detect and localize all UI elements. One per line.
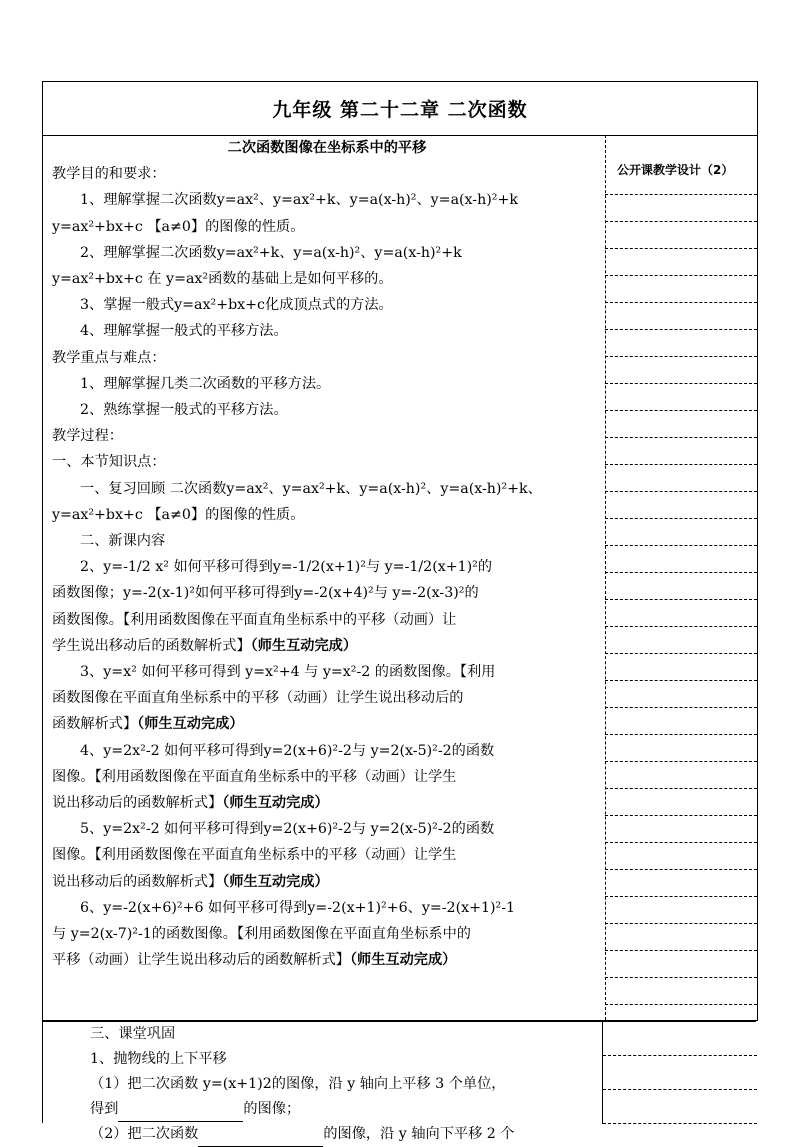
- note-line: [605, 627, 757, 654]
- note-line: [605, 816, 757, 843]
- question-line: 得到 的图像；: [90, 1097, 602, 1122]
- note-line: [605, 789, 757, 816]
- objective-line: 1、理解掌握二次函数y=ax²、y=ax²+k、y=a(x-h)²、y=a(x-h)²+k: [80, 192, 518, 209]
- note-line: [605, 843, 757, 870]
- practice-item: 1、抛物线的上下平移: [90, 1051, 227, 1067]
- content-line: 说出移动后的函数解析式】（师生互动完成）: [52, 795, 329, 812]
- note-line: [605, 762, 757, 789]
- objective-line: 3、掌握一般式y=ax²+bx+c化成顶点式的方法。: [80, 297, 393, 314]
- objective-line: 4、理解掌握一般式的平移方法。: [80, 323, 288, 340]
- keypoint-line: 2、熟练掌握一般式的平移方法。: [80, 402, 288, 419]
- interactive-tag: （师生互动完成）: [222, 795, 329, 812]
- note-line: [603, 1056, 757, 1090]
- content-line: 函数图像；y=-2(x-1)²如何平移可得到y=-2(x+4)²与 y=-2(x-3)²的: [52, 585, 479, 602]
- note-line: [605, 411, 757, 438]
- content-line: 3、y=x² 如何平移可得到 y=x²+4 与 y=x²-2 的函数图像。【利用: [80, 664, 496, 681]
- note-line: [605, 222, 757, 249]
- note-line: [605, 654, 757, 681]
- section-heading: 教学目的和要求：: [52, 166, 166, 183]
- objective-line: y=ax²+bx+c 在 y=ax²函数的基础上是如何平移的。: [52, 271, 393, 288]
- content-line: 与 y=2(x-7)²-1的函数图像。【利用函数图像在平面直角坐标系中的: [52, 926, 471, 943]
- note-line: [605, 681, 757, 708]
- note-line: [605, 357, 757, 384]
- note-line: [605, 276, 757, 303]
- answer-blank[interactable]: [118, 1106, 243, 1122]
- note-line: [605, 708, 757, 735]
- note-line: [605, 492, 757, 519]
- note-line: [605, 870, 757, 897]
- practice-heading: 三、课堂巩固: [90, 1026, 176, 1042]
- page-title: 九年级 第二十二章 二次函数: [43, 82, 757, 136]
- objective-line: y=ax²+bx+c 【a≠0】的图像的性质。: [52, 218, 305, 235]
- question-line: （1）把二次函数 y=(x+1)2的图像，沿 y 轴向上平移 3 个单位，: [90, 1076, 506, 1092]
- note-line: [605, 951, 757, 978]
- note-line: [605, 546, 757, 573]
- content-line: 4、y=2x²-2 如何平移可得到y=2(x+6)²-2与 y=2(x-5)²-2的函数: [80, 742, 495, 759]
- note-line: [605, 195, 757, 222]
- note-line: [605, 384, 757, 411]
- review-line: y=ax²+bx+c 【a≠0】的图像的性质。: [52, 506, 305, 523]
- note-line: [605, 465, 757, 492]
- content-line: 图像。【利用函数图像在平面直角坐标系中的平移（动画）让学生: [52, 847, 457, 864]
- content-line: 6、y=-2(x+6)²+6 如何平移可得到y=-2(x+1)²+6、y=-2(x+1)²-1: [80, 899, 516, 916]
- note-line: [605, 330, 757, 357]
- content-line: 学生说出移动后的函数解析式】（师生互动完成）: [52, 637, 358, 654]
- note-line: [605, 519, 757, 546]
- note-line: [605, 978, 757, 1005]
- review-line: 一、复习回顾 二次函数y=ax²、y=ax²+k、y=a(x-h)²、y=a(x-h)²+k、: [80, 480, 542, 497]
- question-line: （2）把二次函数 的图像，沿 y 轴向下平移 2 个: [90, 1122, 602, 1147]
- content-line: 函数图像在平面直角坐标系中的平移（动画）让学生说出移动后的: [52, 690, 464, 707]
- note-line: [605, 249, 757, 276]
- interactive-tag: （师生互动完成）: [137, 716, 244, 733]
- lesson-plan-table: [42, 81, 758, 1021]
- content-line: 图像。【利用函数图像在平面直角坐标系中的平移（动画）让学生: [52, 768, 457, 785]
- note-line: [603, 1090, 757, 1124]
- interactive-tag: （师生互动完成）: [250, 637, 358, 654]
- content-line: 5、y=2x²-2 如何平移可得到y=2(x+6)²-2与 y=2(x-5)²-2的函数: [80, 821, 495, 838]
- content-line: 2、y=-1/2 x² 如何平移可得到y=-1/2(x+1)²与 y=-1/2(x+1)²的: [80, 559, 493, 576]
- side-notes-column: [603, 1022, 757, 1124]
- section-heading: 教学重点与难点：: [52, 349, 166, 366]
- note-line: [605, 438, 757, 465]
- lesson-subtitle: 二次函数图像在坐标系中的平移: [227, 140, 427, 156]
- note-line: [605, 897, 757, 924]
- keypoint-line: 1、理解掌握几类二次函数的平移方法。: [80, 375, 331, 392]
- practice-table: [42, 1021, 756, 1142]
- interactive-tag: （师生互动完成）: [222, 873, 329, 890]
- answer-blank[interactable]: [198, 1131, 323, 1147]
- objective-line: 2、理解掌握二次函数y=ax²+k、y=a(x-h)²、y=a(x-h)²+k: [80, 244, 462, 261]
- note-line: [603, 1022, 757, 1056]
- practice-content: [43, 1022, 603, 1142]
- lesson-content: [52, 135, 602, 974]
- note-line: [605, 303, 757, 330]
- section-heading: 一、本节知识点：: [52, 454, 166, 471]
- content-line: 函数解析式】（师生互动完成）: [52, 716, 244, 733]
- side-label: 公开课教学设计（2）: [605, 135, 757, 195]
- note-line: [605, 735, 757, 762]
- content-line: 函数图像。【利用函数图像在平面直角坐标系中的平移（动画）让: [52, 611, 457, 628]
- content-line: 说出移动后的函数解析式】（师生互动完成）: [52, 873, 329, 890]
- note-line: [605, 573, 757, 600]
- section-heading: 教学过程：: [52, 428, 123, 445]
- content-line: 平移（动画）让学生说出移动后的函数解析式】（师生互动完成）: [52, 952, 457, 969]
- note-line: [605, 600, 757, 627]
- interactive-tag: （师生互动完成）: [349, 952, 457, 969]
- side-notes-column: [605, 135, 757, 1020]
- new-content-heading: 二、新课内容: [80, 533, 166, 550]
- note-line: [605, 924, 757, 951]
